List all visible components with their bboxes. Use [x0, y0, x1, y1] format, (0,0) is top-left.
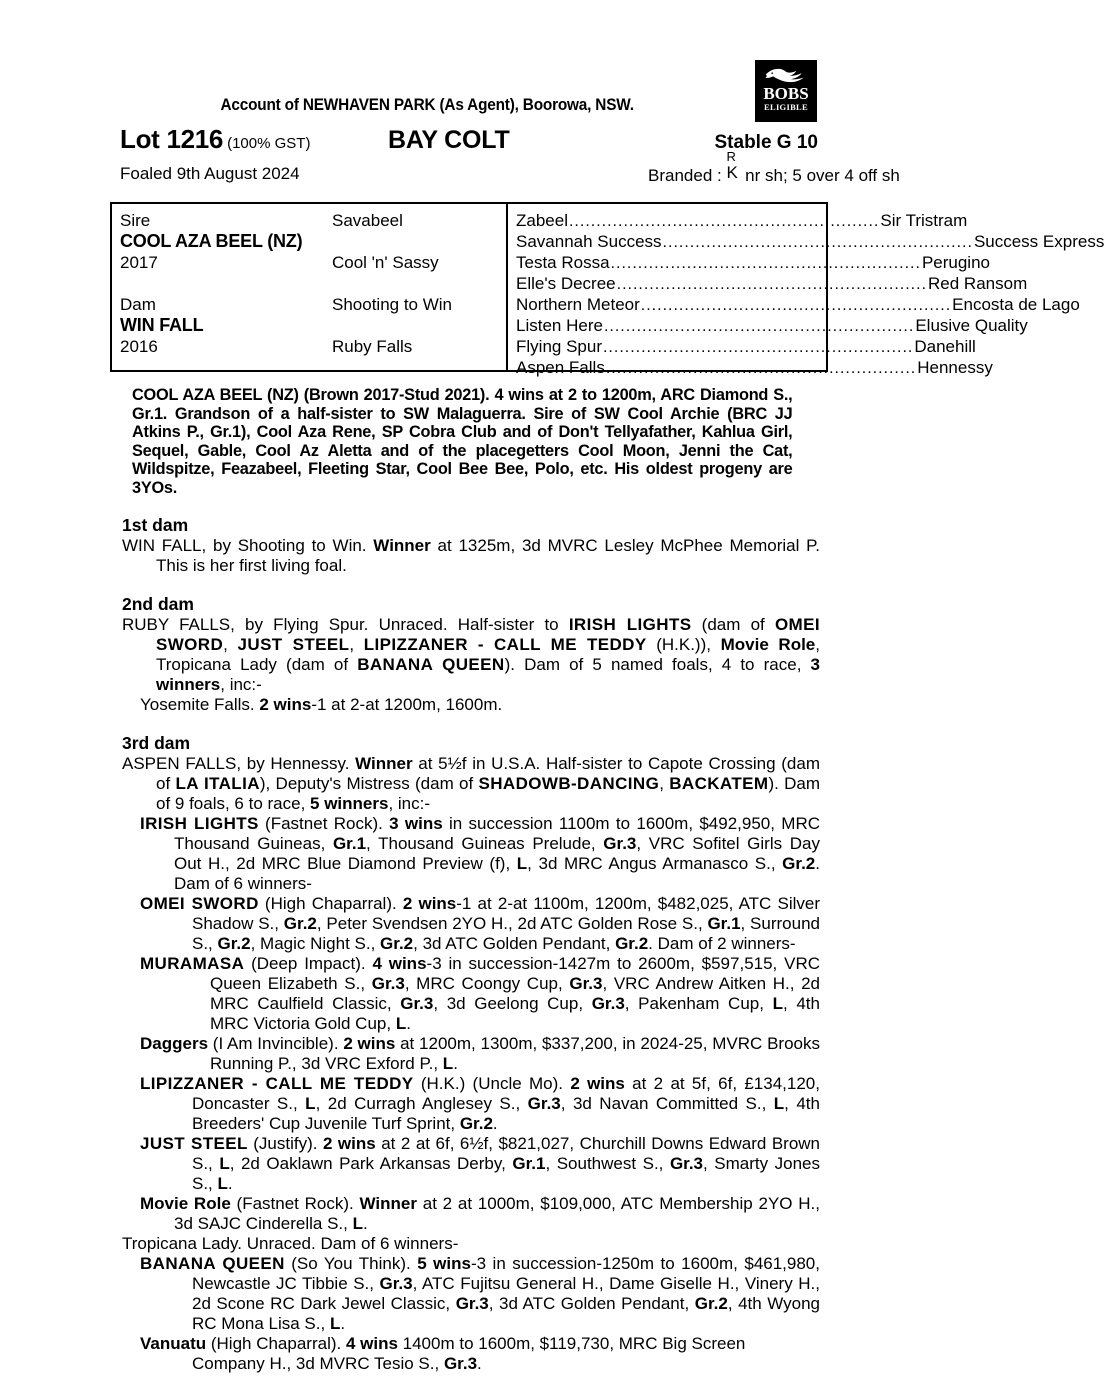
progeny-entry: [122, 954, 820, 1034]
pedigree-row: [120, 273, 506, 294]
first-dam-entry: [122, 536, 820, 576]
pedigree-row: [120, 252, 506, 273]
grandparent-name: Zabeel: [516, 211, 568, 230]
third-dam-text-d: ). Dam of 9 foals, 6 to race,: [156, 774, 820, 813]
relative-just-steel: JUST STEEL: [237, 635, 350, 654]
grandparent-name: Savannah Success: [516, 232, 662, 251]
branded-label: Branded :: [648, 166, 727, 185]
second-dam-heading: 2nd dam: [122, 594, 194, 614]
relative-la-italia: LA ITALIA: [175, 774, 260, 793]
bobs-logo-text: BOBS: [763, 84, 809, 103]
third-dam-winner-flag: Winner: [355, 754, 413, 773]
progeny-sire: (Fastnet Rock).: [258, 814, 390, 833]
progeny-name: Vanuatu: [140, 1334, 207, 1353]
dot-leader: .........................................................: [568, 213, 880, 230]
child-name-yosemite-falls: Yosemite Falls.: [140, 695, 260, 714]
progeny-wins: 2 wins: [343, 1034, 396, 1053]
progeny-wins: 4 wins: [372, 954, 427, 973]
relative-shadowb-dancing: SHADOWB-DANCING: [478, 774, 660, 793]
progeny-sire: (Fastnet Rock).: [230, 1194, 360, 1213]
grandparent-name: Flying Spur: [516, 337, 602, 356]
progeny-entry: [122, 1254, 820, 1334]
progeny-name: OMEI SWORD: [140, 894, 259, 913]
progeny-wins: Winner: [359, 1194, 417, 1213]
child-record: -1 at 2-at 1200m, 1600m.: [311, 695, 503, 714]
progeny-black-type: Gr.3, ATC Fujitsu General H., Dame Giselle H., Vinery H., 2d Scone RC Dark Jewel Classic, Gr.3, 3d ATC Golden Pendant, Gr.2, 4th Wyong RC Mona Lisa S., L.: [192, 1274, 820, 1333]
great-grandparent-name: Perugino: [921, 253, 990, 272]
lot-row: [120, 125, 818, 155]
sire-dam: Cool 'n' Sassy: [332, 253, 439, 272]
progeny-record: -3 in succession-1427m to 2600m, $597,515, VRC Queen Elizabeth S.,: [210, 954, 821, 993]
pedigree-grandparent-row: [516, 210, 968, 231]
progeny-wins: 2 wins: [322, 1134, 376, 1153]
sire-name: COOL AZA BEEL (NZ): [120, 231, 303, 251]
progeny-sire: (Justify).: [247, 1134, 323, 1153]
third-dam-heading: 3rd dam: [122, 733, 191, 753]
progeny-entry: [122, 814, 820, 894]
grandparent-name: Aspen Falls: [516, 358, 605, 377]
progeny-record: at 2 at 1000m, $109,000, ATC Membership 2YO H., 3d SAJC Cinderella S.,: [174, 1194, 820, 1233]
tropicana-lady-entry: Tropicana Lady. Unraced. Dam of 6 winners-: [122, 1234, 459, 1253]
great-grandparent-name: Success Express: [973, 232, 1104, 251]
progeny-entry: [122, 1074, 820, 1134]
relative-lipizzaner: LIPIZZANER - CALL ME TEDDY: [363, 635, 647, 654]
relative-movie-role: Movie Role: [720, 635, 816, 654]
first-dam-winner-flag: Winner: [373, 536, 431, 555]
pedigree-grandparent-row: [516, 357, 993, 378]
dot-leader: .........................................................: [602, 339, 914, 356]
progeny-wins: 2 wins: [402, 894, 457, 913]
lot-identifier: [120, 124, 310, 155]
progeny-black-type: Gr.3, MRC Coongy Cup, Gr.3, VRC Andrew Aitken H., 2d MRC Caulfield Classic, Gr.3, 3d Geelong Cup, Gr.3, Pakenham Cup, L, 4th MRC Victoria Gold Cup, L.: [210, 974, 820, 1033]
sire-summary-paragraph: COOL AZA BEEL (NZ) (Brown 2017-Stud 2021). 4 wins at 2 to 1200m, ARC Diamond S., Gr.1. Grandson of a half-sister to SW Malaguerra. Sire of SW Cool Archie (BRC JJ Atkins P., Gr.1), Cool Aza Rene, SP Cobra Club and of Don't Tellyafather, Kahlua Girl, Sequel, Gable, Cool Az Aletta and of the placegetters Cool Moon, Jenni the Cat, Wildspitze, Feazabeel, Fleeting Star, Cool Bee Bee, Polo, etc. His oldest progeny are 3YOs.: [132, 385, 793, 497]
third-dam-text-c: ), Deputy's Mistress (dam of: [259, 774, 479, 793]
second-dam-entry: [122, 615, 820, 695]
progeny-black-type: L.: [442, 1054, 458, 1073]
first-dam-text-b: at 1325m, 3d MVRC Lesley McPhee Memorial P. This is her first living foal.: [156, 536, 821, 575]
great-grandparent-name: Hennessy: [917, 358, 993, 377]
brand-detail-text: nr sh; 5 over 4 off sh: [740, 166, 900, 185]
progeny-record: in succession 1100m to 1600m, $492,950, MRC Thousand Guineas,: [174, 814, 820, 853]
gst-note: (100% GST): [227, 135, 311, 152]
progeny-sire: (H.K.) (Uncle Mo).: [413, 1074, 571, 1093]
progeny-black-type: Gr.1, Thousand Guineas Prelude, Gr.3, VRC Sofitel Girls Day Out H., 2d MRC Blue Diamond Preview (f), L, 3d MRC Angus Armanasco S., Gr.2. Dam of 6 winners-: [174, 834, 820, 893]
progeny-sire: (I Am Invincible).: [208, 1034, 344, 1053]
dam-dam: Ruby Falls: [332, 337, 413, 356]
third-dam-text-b: at 5½f in U.S.A. Half-sister to Capote Crossing (dam of: [156, 754, 821, 793]
progeny-entry: [122, 894, 820, 954]
pedigree-grandparent-row: [516, 294, 1080, 315]
pedigree-row: [120, 357, 506, 378]
stable-location: Stable G 10: [714, 132, 818, 153]
grandparent-name: Listen Here: [516, 316, 603, 335]
pedigree-right-column: [508, 204, 1104, 377]
third-dam-text-a: ASPEN FALLS, by Hennessy.: [122, 754, 356, 773]
progeny-entry: [122, 1194, 820, 1234]
brand-description: [648, 149, 900, 186]
progeny-black-type: L.: [352, 1214, 368, 1233]
progeny-record: 1400m to 1600m, $119,730, MRC Big Screen Company H., 3d MVRC Tesio S.,: [192, 1334, 746, 1373]
relative-omei-sword: OMEI SWORD: [156, 615, 820, 654]
progeny-wins: 3 wins: [389, 814, 443, 833]
sire-label: Sire: [120, 211, 151, 230]
progeny-name: LIPIZZANER - CALL ME TEDDY: [140, 1074, 414, 1093]
pedigree-table: [110, 202, 1104, 377]
relative-backatem: BACKATEM: [669, 774, 769, 793]
progeny-entry: [122, 1034, 820, 1074]
second-dam-sep-1: ,: [223, 635, 238, 654]
pedigree-row: [120, 231, 506, 252]
colour-and-sex: BAY COLT: [388, 126, 510, 154]
third-dam-text-e: , inc:-: [388, 794, 431, 813]
second-dam-text-a: RUBY FALLS, by Flying Spur. Unraced. Half-sister to: [122, 615, 569, 634]
pedigree-grandparent-row: [516, 252, 990, 273]
pedigree-row: [120, 210, 506, 231]
progeny-wins: 5 wins: [417, 1254, 471, 1273]
brand-symbol-top: R: [726, 149, 736, 164]
progeny-name: MURAMASA: [140, 954, 245, 973]
pedigree-row: [120, 294, 506, 315]
dot-leader: .........................................................: [610, 255, 921, 272]
lot-number: Lot 1216: [120, 124, 224, 154]
progeny-sire: (High Chaparral).: [206, 1334, 346, 1353]
progeny-record: -3 in succession-1250m to 1600m, $461,980, Newcastle JC Tibbie S.,: [192, 1254, 820, 1293]
pedigree-grandparent-row: [516, 315, 1028, 336]
dam-sire: Shooting to Win: [332, 295, 453, 314]
progeny-sire: (Deep Impact).: [244, 954, 373, 973]
second-dam-sep-2: ,: [349, 635, 364, 654]
progeny-record: at 1200m, 1300m, $337,200, in 2024-25, MVRC Brooks Running P., 3d VRC Exford P.,: [210, 1034, 820, 1073]
relative-irish-lights: IRISH LIGHTS: [568, 615, 692, 634]
sire-sire: Savabeel: [332, 211, 403, 230]
progeny-name: IRISH LIGHTS: [140, 814, 259, 833]
pedigree-row: [120, 336, 506, 357]
pedigree-narrative: [122, 515, 820, 1374]
second-dam-text-e: ). Dam of 5 named foals, 4 to race,: [504, 655, 811, 674]
grandparent-name: Testa Rossa: [516, 253, 610, 272]
grandparent-name: Elle's Decree: [516, 274, 616, 293]
second-dam-winners-count: 3 winners: [156, 655, 820, 694]
dam-label: Dam: [120, 295, 156, 314]
foaling-date: Foaled 9th August 2024: [120, 164, 300, 183]
pedigree-grandparent-row: [516, 273, 1028, 294]
second-dam-text-c: (H.K.)),: [646, 635, 721, 654]
progeny-name: JUST STEEL: [140, 1134, 248, 1153]
dot-leader: .........................................................: [662, 234, 973, 251]
second-dam-text-f: , inc:-: [220, 675, 262, 694]
progeny-record: at 2 at 6f, 6½f, $821,027, Churchill Downs Edward Brown S.,: [192, 1134, 821, 1173]
second-dam-text-b: (dam of: [691, 615, 775, 634]
progeny-black-type: Gr.2, Peter Svendsen 2YO H., 2d ATC Golden Rose S., Gr.1, Surround S., Gr.2, Magic Night S., Gr.2, 3d ATC Golden Pendant, Gr.2. Dam of 2 winners-: [192, 914, 820, 953]
foaled-and-brand-row: [120, 149, 900, 188]
progeny-record: at 2 at 5f, 6f, £134,120, Doncaster S.,: [192, 1074, 820, 1113]
sire-year: 2017: [120, 253, 158, 272]
first-dam-text-a: WIN FALL, by Shooting to Win.: [122, 536, 374, 555]
great-grandparent-name: Sir Tristram: [880, 211, 968, 230]
great-grandparent-name: Elusive Quality: [915, 316, 1028, 335]
great-grandparent-name: Danehill: [914, 337, 976, 356]
third-dam-winners-count: 5 winners: [310, 794, 389, 813]
progeny-wins: 4 wins: [345, 1334, 398, 1353]
progeny-name: Movie Role: [140, 1194, 231, 1213]
progeny-black-type: L, 2d Oaklawn Park Arkansas Derby, Gr.1, Southwest S., Gr.3, Smarty Jones S., L.: [192, 1154, 821, 1193]
dam-year: 2016: [120, 337, 158, 356]
dot-leader: .........................................................: [605, 360, 917, 377]
page-header: [0, 0, 938, 188]
brand-symbol-bottom: K: [726, 163, 738, 182]
progeny-black-type: Gr.3.: [443, 1354, 482, 1373]
progeny-name: BANANA QUEEN: [140, 1254, 285, 1273]
progeny-sire: (So You Think).: [284, 1254, 418, 1273]
progeny-name: Daggers: [140, 1034, 209, 1053]
child-wins-flag: 2 wins: [259, 695, 312, 714]
pedigree-row: [120, 315, 506, 336]
third-dam-sep-1: ,: [659, 774, 670, 793]
progeny-record: -1 at 2-at 1100m, 1200m, $482,025, ATC Silver Shadow S.,: [192, 894, 820, 933]
great-grandparent-name: Encosta de Lago: [952, 295, 1080, 314]
progeny-wins: 2 wins: [570, 1074, 625, 1093]
progeny-black-type: L, 2d Curragh Anglesey S., Gr.3, 3d Navan Committed S., L, 4th Breeders' Cup Juvenile Turf Sprint, Gr.2.: [192, 1094, 820, 1133]
pedigree-grandparent-row: [516, 231, 1104, 252]
brand-symbol: [726, 149, 740, 182]
second-dam-text-d: , Tropicana Lady (dam of: [156, 635, 820, 674]
progeny-entry: [122, 1334, 820, 1374]
pedigree-grandparent-row: [516, 336, 976, 357]
third-dam-entry: [122, 754, 820, 814]
progeny-entry: [122, 1134, 820, 1194]
pedigree-left-columns: [112, 204, 506, 370]
great-grandparent-name: Red Ransom: [928, 274, 1028, 293]
relative-banana-queen: BANANA QUEEN: [357, 655, 505, 674]
progeny-sire: (High Chaparral).: [258, 894, 403, 913]
bobs-logo-subtext: ELIGIBLE: [764, 102, 808, 112]
grandparent-name: Northern Meteor: [516, 295, 640, 314]
second-dam-child-entry: [122, 695, 820, 715]
dot-leader: .........................................................: [616, 276, 928, 293]
dot-leader: .........................................................: [603, 318, 915, 335]
dot-leader: .........................................................: [640, 297, 952, 314]
dam-name: WIN FALL: [120, 315, 204, 335]
first-dam-heading: 1st dam: [122, 515, 189, 535]
account-line: Account of NEWHAVEN PARK (As Agent), Boorowa, NSW.: [220, 96, 634, 114]
